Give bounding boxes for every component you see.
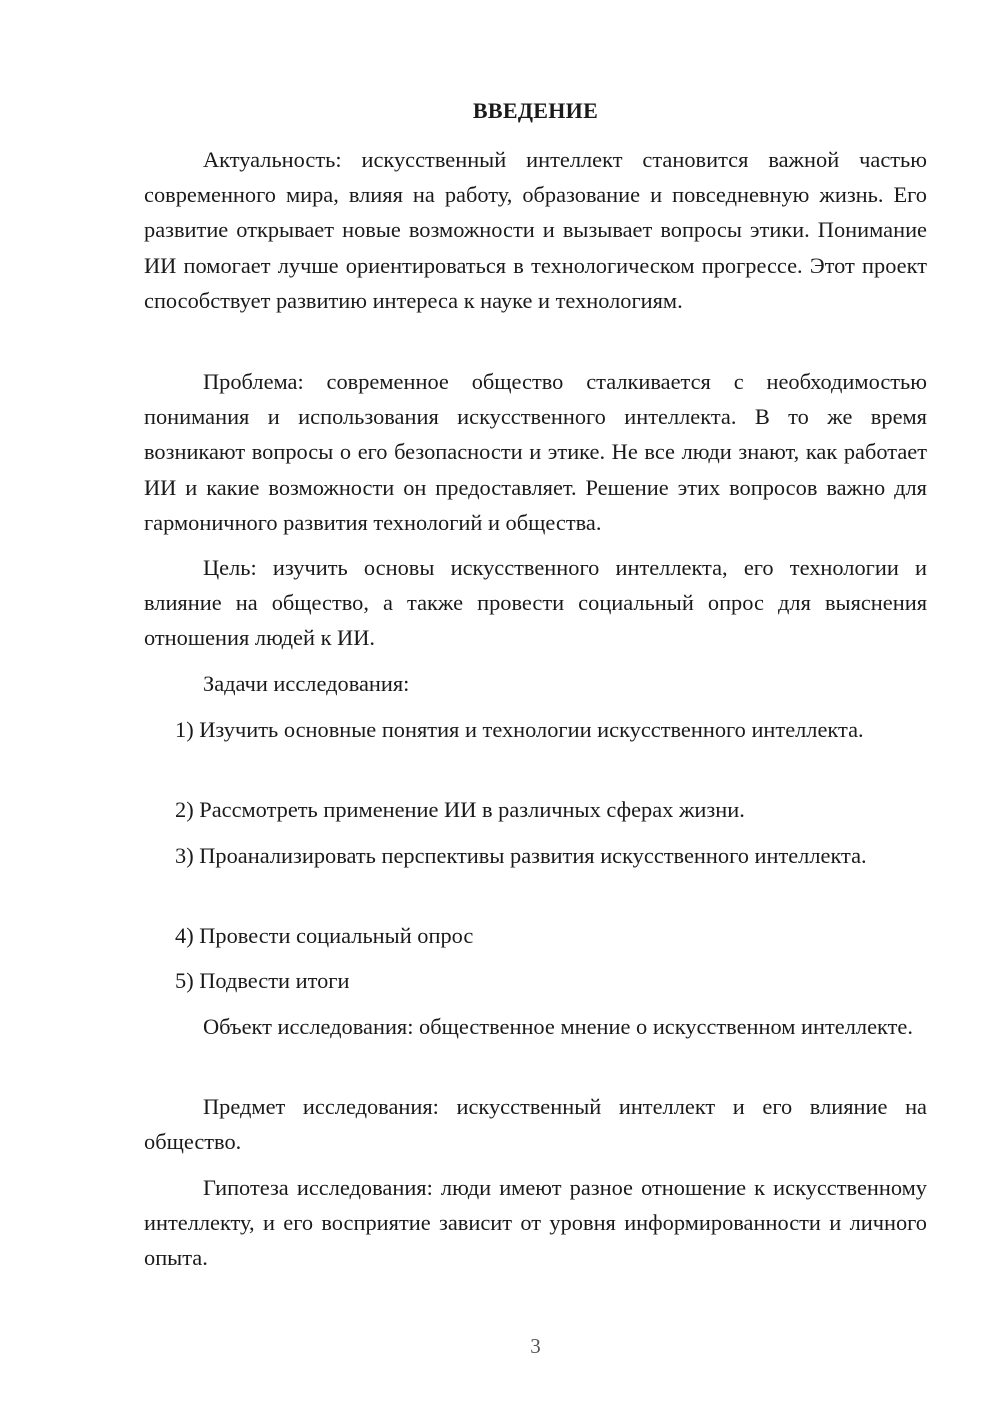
paragraph-problem: Проблема: современное общество сталкивается с необходимостью понимания и использования искусственного интеллекта. В то же время возникают вопросы о его безопасности и этике. Не все люди знают, как работает ИИ и какие возможности он предоставляет. Решение этих вопросов важно для гармоничного развития технологий и общества.	[144, 369, 927, 535]
page-number: 3	[530, 1334, 541, 1358]
section-title: ВВЕДЕНИЕ	[472, 98, 599, 123]
paragraph-object: Объект исследования: общественное мнение о искусственном интеллекте.	[203, 1014, 913, 1039]
paragraph-goal: Цель: изучить основы искусственного интеллекта, его технологии и влияние на общество, а также провести социальный опрос для выяснения отношения людей к ИИ.	[144, 555, 927, 651]
task-item-4: 4) Провести социальный опрос	[175, 923, 474, 948]
paragraph-subject: Предмет исследования: искусственный интеллект и его влияние на общество.	[144, 1094, 927, 1155]
task-item-2: 2) Рассмотреть применение ИИ в различных сферах жизни.	[175, 797, 745, 822]
task-item-5: 5) Подвести итоги	[175, 968, 350, 993]
paragraph-actuality: Актуальность: искусственный интеллект становится важной частью современного мира, влияя на работу, образование и повседневную жизнь. Его развитие открывает новые возможности и вызывает вопросы этики. Понимание ИИ помогает лучше ориентироваться в технологическом прогрессе. Этот проект способствует развитию интереса к науке и технологиям.	[144, 147, 927, 313]
task-item-1: 1) Изучить основные понятия и технологии искусственного интеллекта.	[175, 717, 864, 742]
document-page	[144, 0, 927, 1414]
tasks-heading: Задачи исследования:	[203, 671, 410, 696]
paragraph-hypothesis: Гипотеза исследования: люди имеют разное отношение к искусственному интеллекту, и его восприятие зависит от уровня информированности и личного опыта.	[144, 1175, 927, 1271]
task-item-3: 3) Проанализировать перспективы развития искусственного интеллекта.	[175, 843, 867, 868]
